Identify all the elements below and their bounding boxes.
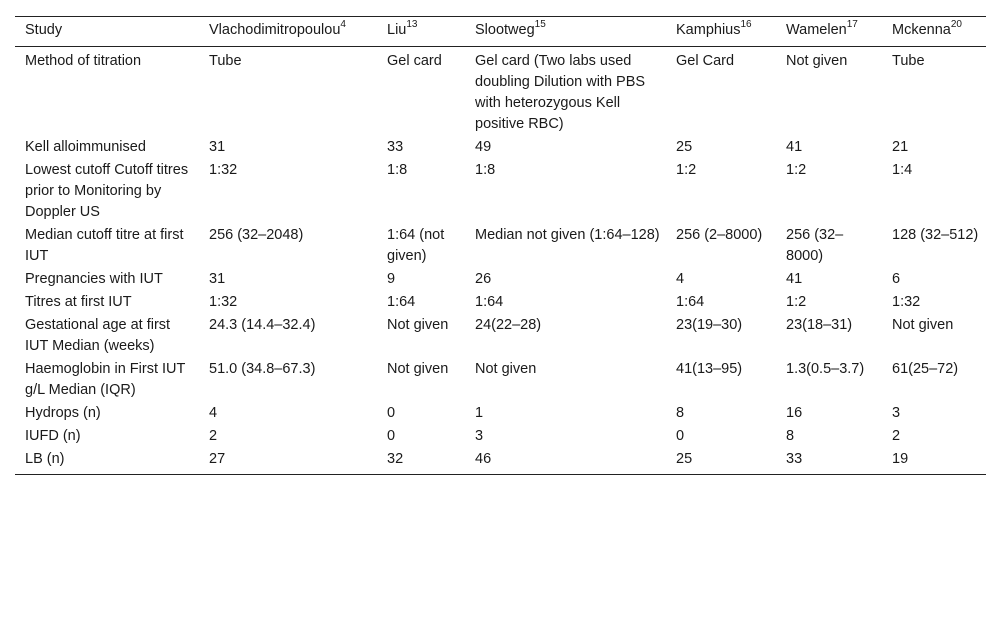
- table-row: [15, 447, 986, 475]
- row-label-cell: Pregnancies with IUT: [25, 271, 163, 287]
- table-cell: 41: [786, 271, 803, 287]
- table-cell: 128 (32–512): [892, 227, 979, 243]
- table-row: [15, 424, 986, 447]
- table-row: [15, 357, 986, 401]
- study-comparison-table: [15, 16, 986, 475]
- table-cell: 33: [387, 139, 404, 155]
- table-cell: 16: [786, 405, 803, 421]
- table-cell: 1:64: [475, 294, 504, 310]
- table-cell: 61(25–72): [892, 361, 959, 377]
- table-cell: 256 (32–2048): [209, 227, 304, 243]
- table-cell: 21: [892, 139, 909, 155]
- table-cell: 2: [209, 428, 218, 444]
- table-cell: Gel card: [387, 53, 442, 69]
- table-cell: 24(22–28): [475, 317, 542, 333]
- table-cell: 1:8: [387, 162, 408, 178]
- table-cell: 1:2: [786, 162, 807, 178]
- table-header: [15, 17, 986, 47]
- table-row: [15, 290, 986, 313]
- row-label-cell: LB (n): [15, 447, 199, 475]
- table-cell: 23(18–31): [786, 317, 853, 333]
- table-cell: 1:4: [892, 162, 913, 178]
- table-cell: Tube: [892, 53, 925, 69]
- row-label-cell: Titres at first IUT: [25, 294, 132, 310]
- table-cell: 49: [475, 139, 492, 155]
- header-cell-wamelen: Wamelen$^{17}$: [776, 17, 882, 47]
- table-cell: 0: [387, 428, 396, 444]
- table-cell: 25: [666, 447, 776, 475]
- table-cell: 3: [475, 428, 484, 444]
- table-cell: 25: [676, 139, 693, 155]
- table-cell: 46: [465, 447, 666, 475]
- table-cell: Gel card (Two labs used doubling Dilution with PBS with heterozygous Kell positive RBC): [475, 53, 646, 132]
- table-cell: 27: [199, 447, 377, 475]
- header-cell-mckenna: Mckenna$^{20}$: [882, 17, 986, 47]
- row-label-cell: Kell alloimmunised: [25, 139, 146, 155]
- table-cell: 256 (2–8000): [676, 227, 763, 243]
- table-cell: 31: [209, 271, 226, 287]
- table-cell: 4: [209, 405, 218, 421]
- table-cell: 1:2: [786, 294, 807, 310]
- table-cell: 0: [387, 405, 396, 421]
- table-cell: 1:2: [676, 162, 697, 178]
- table-cell: 51.0 (34.8–67.3): [209, 361, 316, 377]
- header-cell-study: Study: [15, 17, 199, 47]
- header-row: [15, 17, 986, 47]
- table-cell: 24.3 (14.4–32.4): [209, 317, 316, 333]
- table-cell: Not given: [786, 53, 848, 69]
- table-cell: 41(13–95): [676, 361, 743, 377]
- table-cell: 0: [676, 428, 685, 444]
- study-comparison-table-container: [15, 16, 986, 475]
- table-cell: 1: [475, 405, 484, 421]
- table-cell: 32: [377, 447, 465, 475]
- row-label-cell: Hydrops (n): [25, 405, 101, 421]
- table-row: [15, 158, 986, 223]
- table-row: [15, 47, 986, 136]
- table-cell: Tube: [209, 53, 242, 69]
- table-cell: 256 (32–8000): [786, 227, 844, 264]
- table-cell: 41: [786, 139, 803, 155]
- table-row: [15, 223, 986, 267]
- table-row: [15, 401, 986, 424]
- table-cell: Not given: [387, 361, 449, 377]
- table-cell: 1:8: [475, 162, 496, 178]
- table-cell: Not given: [387, 317, 449, 333]
- table-cell: 31: [209, 139, 226, 155]
- header-cell-vlachodimitropoulou: Vlachodimitropoulou$^4$: [199, 17, 377, 47]
- table-row: [15, 135, 986, 158]
- table-cell: 1:32: [209, 162, 238, 178]
- table-cell: 1.3(0.5–3.7): [786, 361, 865, 377]
- table-cell: 1:64: [387, 294, 416, 310]
- table-cell: 3: [892, 405, 901, 421]
- table-cell: 26: [475, 271, 492, 287]
- table-cell: 1:32: [892, 294, 921, 310]
- row-label-cell: Method of titration: [25, 53, 142, 69]
- header-cell-slootweg: Slootweg$^{15}$: [465, 17, 666, 47]
- table-cell: 8: [676, 405, 685, 421]
- table-cell: 1:64: [676, 294, 705, 310]
- table-cell: Not given: [892, 317, 954, 333]
- table-cell: 6: [892, 271, 901, 287]
- table-body: [15, 47, 986, 475]
- table-cell: 1:32: [209, 294, 238, 310]
- table-cell: Gel Card: [676, 53, 735, 69]
- table-cell: 8: [786, 428, 795, 444]
- table-cell: 2: [892, 428, 901, 444]
- table-cell: Median not given (1:64–128): [475, 227, 660, 243]
- header-cell-kamphius: Kamphius$^{16}$: [666, 17, 776, 47]
- table-row: [15, 313, 986, 357]
- table-cell: 23(19–30): [676, 317, 743, 333]
- table-cell: Not given: [475, 361, 537, 377]
- row-label-cell: Haemoglobin in First IUT g/L Median (IQR): [25, 361, 186, 398]
- table-cell: 1:64 (not given): [387, 227, 445, 264]
- row-label-cell: Lowest cutoff Cutoff titres prior to Monitoring by Doppler US: [25, 162, 189, 220]
- table-cell: 33: [776, 447, 882, 475]
- header-cell-liu: Liu$^{13}$: [377, 17, 465, 47]
- table-row: [15, 267, 986, 290]
- row-label-cell: Gestational age at first IUT Median (weeks): [25, 317, 171, 354]
- table-cell: 9: [387, 271, 396, 287]
- row-label-cell: Median cutoff titre at first IUT: [25, 227, 184, 264]
- row-label-cell: IUFD (n): [25, 428, 81, 444]
- table-cell: 4: [676, 271, 685, 287]
- table-cell: 19: [882, 447, 986, 475]
